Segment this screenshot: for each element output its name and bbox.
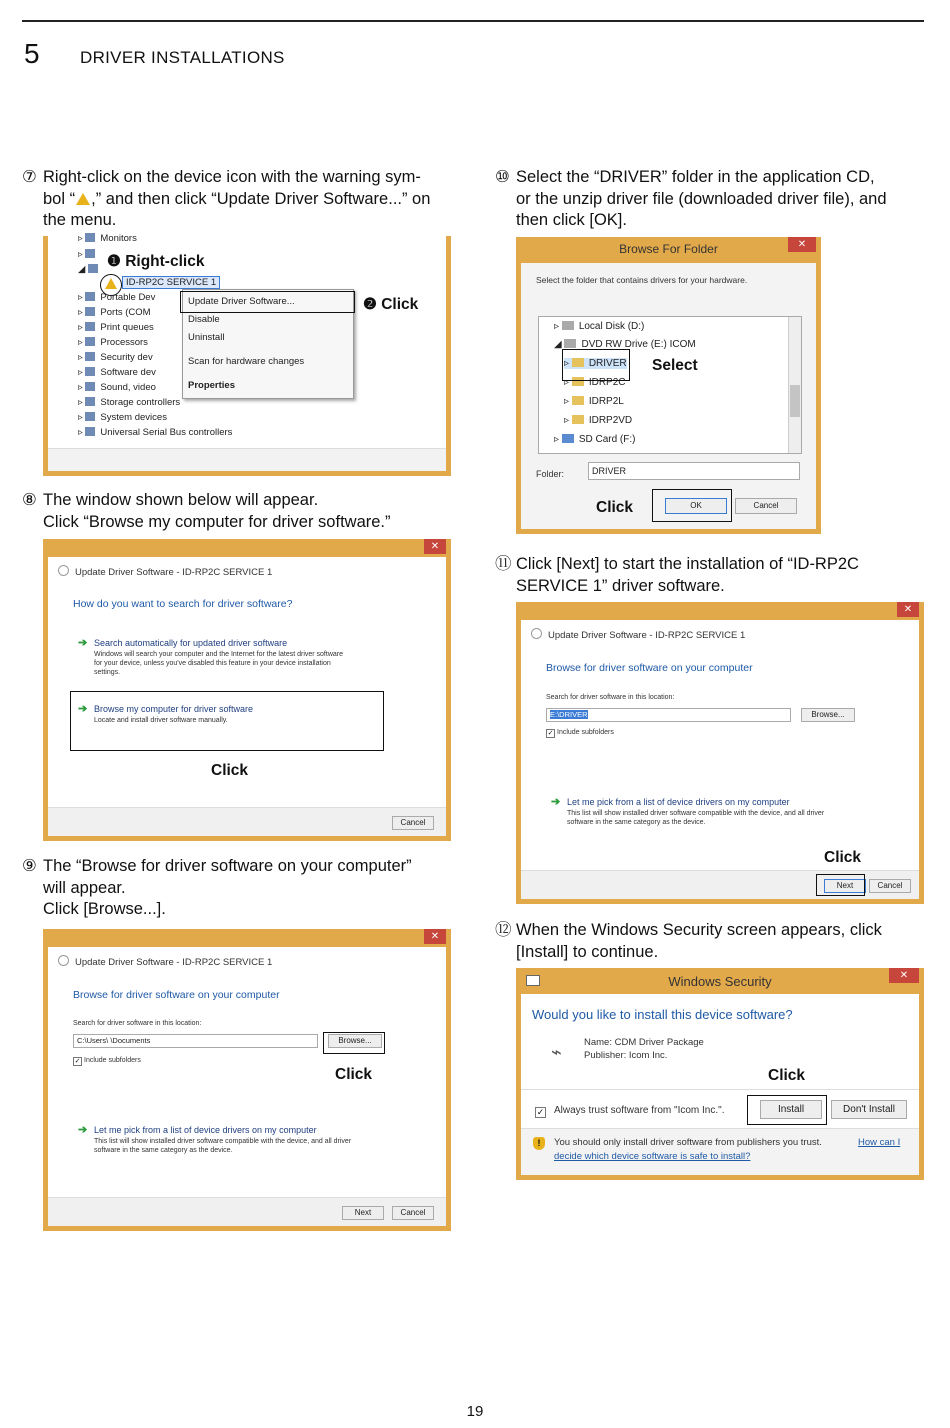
callout-click: Click: [768, 1067, 806, 1084]
pick-from-list-link[interactable]: Let me pick from a list of device drivers on my computer: [567, 797, 790, 807]
dialog-footer: [48, 1197, 446, 1226]
tree-item[interactable]: ▹ Print queues: [78, 322, 154, 333]
device-icon: [88, 264, 98, 273]
warning-bar: [521, 1128, 919, 1175]
step-line: Click [Browse...].: [43, 900, 166, 918]
back-icon[interactable]: [58, 565, 69, 576]
scrollbar-thumb[interactable]: [790, 385, 800, 417]
usb-controller-icon: [85, 427, 95, 436]
option-desc: settings.: [94, 669, 121, 676]
close-icon[interactable]: ✕: [889, 968, 919, 983]
header-rule: [22, 20, 924, 22]
tree-dvd-drive[interactable]: ◢ DVD RW Drive (E:) ICOM: [554, 339, 696, 350]
next-button[interactable]: Next: [342, 1206, 384, 1220]
highlight-browse-button: [323, 1032, 385, 1054]
tree-item[interactable]: ▹ Sound, video: [78, 382, 156, 393]
drive-icon: [562, 321, 574, 330]
tree-driver[interactable]: ▹ DRIVER: [564, 358, 627, 369]
path-input[interactable]: C:\Users\ \Documents: [73, 1034, 318, 1048]
system-icon: [85, 412, 95, 421]
windows-security-dialog: [516, 968, 924, 1180]
step-number: ⑨: [22, 857, 37, 875]
sd-card-icon: [562, 434, 574, 443]
folder-input[interactable]: DRIVER: [588, 462, 800, 480]
tree-item[interactable]: ▹ Security dev: [78, 352, 153, 363]
highlight-browse-option: [70, 691, 384, 751]
window-title: Update Driver Software - ID-RP2C SERVICE 1: [58, 955, 272, 968]
callout-select: Select: [652, 357, 698, 374]
close-icon[interactable]: ✕: [424, 539, 446, 554]
step-line: SERVICE 1” driver software.: [516, 576, 725, 595]
window-title: Browse For Folder: [619, 242, 718, 256]
trust-label: Always trust software from "Icom Inc.".: [554, 1105, 725, 1116]
tree-idrp2c[interactable]: ▹ IDRP2C: [564, 377, 626, 388]
include-checkbox[interactable]: ✓: [74, 1058, 81, 1065]
menu-disable[interactable]: Disable: [188, 314, 220, 325]
network-icon: [85, 249, 95, 258]
menu-update-driver[interactable]: Update Driver Software...: [188, 296, 295, 307]
tree-item[interactable]: ▹ System devices: [78, 412, 167, 423]
sound-icon: [85, 382, 95, 391]
include-checkbox[interactable]: ✓: [547, 730, 554, 737]
step-9: [22, 856, 452, 921]
callout-click: ❷ Click: [363, 296, 419, 313]
folder-label: Folder:: [536, 469, 565, 479]
arrow-icon: ➔: [551, 796, 561, 808]
highlight-driver-folder: [562, 349, 630, 381]
browse-for-folder-dialog: [516, 237, 821, 534]
install-button[interactable]: Install: [760, 1100, 822, 1119]
update-driver-dialog: [43, 539, 451, 841]
tree-sd-card[interactable]: ▹ SD Card (F:): [554, 434, 636, 445]
tree-item[interactable]: ▹ Storage controllers: [78, 397, 181, 408]
browse-driver-dialog: [43, 929, 451, 1231]
usb-plug-icon: ⌁: [551, 1042, 562, 1062]
include-label: Include subfolders: [557, 729, 614, 736]
step-line: The window shown below will appear.: [43, 491, 319, 509]
step-line: Select the “DRIVER” folder in the application CD,: [516, 168, 875, 186]
status-bar: [48, 448, 446, 471]
security-icon: [85, 352, 95, 361]
tree-item[interactable]: ▹: [78, 249, 100, 260]
step-number: ⑪: [495, 555, 512, 573]
callout-click: Click: [596, 499, 634, 516]
search-label: Search for driver software in this location:: [546, 694, 675, 701]
window-title: Windows Security: [668, 974, 772, 989]
browse-button[interactable]: Browse...: [328, 1034, 382, 1048]
cancel-button[interactable]: Cancel: [735, 498, 797, 514]
option-browse[interactable]: Browse my computer for driver software: [94, 704, 254, 714]
printer-icon: [85, 322, 95, 331]
step-line: or the unzip driver file (downloaded driver file), and: [516, 189, 887, 208]
window-title: Update Driver Software - ID-RP2C SERVICE 1: [531, 628, 745, 641]
warning-text: You should only install driver software from publishers you trust.: [554, 1137, 822, 1148]
dialog-question: How do you want to search for driver software?: [73, 598, 293, 610]
dialog-footer: [48, 807, 446, 836]
tree-idrp2l[interactable]: ▹ IDRP2L: [564, 396, 624, 407]
tree-item[interactable]: ▹ Monitors: [78, 233, 137, 244]
back-icon[interactable]: [58, 955, 69, 966]
scrollbar[interactable]: [788, 317, 801, 453]
callout-right-click: ❶ Right-click: [107, 253, 205, 270]
step-line: Right-click on the device icon with the warning sym-: [43, 168, 421, 186]
dont-install-button[interactable]: Don't Install: [831, 1100, 907, 1119]
menu-uninstall[interactable]: Uninstall: [188, 332, 225, 343]
storage-icon: [85, 397, 95, 406]
tree-item[interactable]: ▹ Ports (COM: [78, 307, 151, 318]
security-question: Would you like to install this device software?: [532, 1007, 793, 1022]
pick-from-list-link[interactable]: Let me pick from a list of device drivers on my computer: [94, 1125, 317, 1135]
step-line: Click “Browse my computer for driver software.”: [43, 512, 391, 531]
step-line: The “Browse for driver software on your computer”: [43, 857, 412, 875]
next-button[interactable]: Next: [824, 879, 866, 893]
option-desc: for your device, unless you've disabled this feature in your device installation: [94, 660, 331, 667]
close-icon[interactable]: ✕: [424, 929, 446, 944]
how-can-i-link[interactable]: How can I: [858, 1137, 901, 1148]
menu-properties[interactable]: Properties: [188, 380, 235, 391]
pick-desc: This list will show installed driver software compatible with the device, and all driver: [567, 810, 825, 817]
tree-item[interactable]: ▹ Portable Dev: [78, 292, 156, 303]
highlight-ok-button: [652, 489, 732, 522]
chapter-title: DRIVER INSTALLATIONS: [80, 48, 285, 67]
close-icon[interactable]: ✕: [897, 602, 919, 617]
step-line: the menu.: [43, 211, 117, 229]
dialog-heading: Browse for driver software on your computer: [73, 989, 280, 1001]
pick-desc: software in the same category as the device.: [94, 1147, 233, 1154]
callout-click: Click: [824, 849, 862, 866]
option-search-auto[interactable]: Search automatically for updated driver software: [94, 638, 288, 648]
processor-icon: [85, 337, 95, 346]
back-icon[interactable]: [531, 628, 542, 639]
close-icon[interactable]: ✕: [788, 237, 816, 252]
driver-publisher: Publisher: Icom Inc.: [584, 1050, 668, 1061]
tree-item[interactable]: ▹ Software dev: [78, 367, 156, 378]
device-id-rp2c[interactable]: ID-RP2C SERVICE 1: [122, 276, 220, 289]
step-10: [495, 167, 925, 232]
step-number: ⑩: [495, 168, 510, 186]
chapter-number: 5: [24, 38, 40, 69]
software-icon: [85, 367, 95, 376]
folder-icon: [572, 396, 584, 405]
step-number: ⑦: [22, 168, 37, 186]
step-number: ⑧: [22, 491, 37, 509]
shield-warning-icon: !: [533, 1137, 545, 1150]
step-11: [495, 554, 925, 597]
warning-icon: [105, 278, 117, 289]
menu-scan[interactable]: Scan for hardware changes: [188, 356, 305, 367]
tree-item[interactable]: ◢: [78, 264, 103, 275]
ok-button[interactable]: OK: [665, 498, 727, 514]
step-number: ⑫: [495, 921, 512, 939]
tree-local-disk[interactable]: ▹ Local Disk (D:): [554, 321, 645, 332]
step-12: [495, 920, 925, 963]
path-input[interactable]: E:\DRIVER: [546, 708, 791, 722]
port-icon: [85, 307, 95, 316]
folder-icon: [572, 415, 584, 424]
arrow-icon: ➔: [78, 637, 88, 649]
include-label: Include subfolders: [84, 1057, 141, 1064]
highlight-next-button: [816, 874, 865, 896]
cancel-button[interactable]: Cancel: [392, 816, 434, 830]
step-line: will appear.: [43, 878, 126, 897]
arrow-icon: ➔: [78, 703, 88, 715]
cancel-button[interactable]: Cancel: [869, 879, 911, 893]
folder-tree[interactable]: [538, 316, 802, 454]
page-number: 19: [466, 1403, 484, 1420]
browse-button[interactable]: Browse...: [801, 708, 855, 722]
step-7: [22, 167, 452, 232]
dvd-icon: [564, 339, 576, 348]
decide-link[interactable]: decide which device software is safe to install?: [554, 1151, 751, 1162]
instruction: Select the folder that contains drivers for your hardware.: [536, 275, 748, 285]
step-8: [22, 490, 452, 533]
step-line: then click [OK].: [516, 211, 627, 229]
pick-desc: software in the same category as the device.: [567, 819, 706, 826]
warning-icon: [76, 193, 90, 205]
dialog-heading: Browse for driver software on your computer: [546, 662, 753, 674]
tree-item[interactable]: ▹ Universal Serial Bus controllers: [78, 427, 233, 438]
highlight-install-button: [747, 1095, 827, 1125]
search-label: Search for driver software in this location:: [73, 1020, 202, 1027]
trust-checkbox[interactable]: ✓: [536, 1107, 545, 1117]
option-desc: Locate and install driver software manually.: [94, 717, 228, 724]
step-line: bol “ ,” and then click “Update Driver Software...” on: [43, 189, 431, 208]
cancel-button[interactable]: Cancel: [392, 1206, 434, 1220]
browse-driver-dialog-2: [516, 602, 924, 904]
step-line: When the Windows Security screen appears, click: [516, 921, 882, 939]
device-manager-screenshot: [43, 233, 451, 476]
tree-item[interactable]: ▹ Processors: [78, 337, 148, 348]
step-line: [Install] to continue.: [516, 942, 659, 961]
arrow-icon: ➔: [78, 1124, 88, 1136]
window-title: Update Driver Software - ID-RP2C SERVICE 1: [58, 565, 272, 578]
pick-desc: This list will show installed driver software compatible with the device, and all driver: [94, 1138, 352, 1145]
driver-name: Name: CDM Driver Package: [584, 1037, 704, 1048]
step-line: Click [Next] to start the installation of “ID-RP2C: [516, 555, 859, 573]
usb-icon: [85, 292, 95, 301]
option-desc: Windows will search your computer and the Internet for the latest driver software: [94, 651, 343, 658]
callout-click: Click: [211, 762, 249, 779]
callout-click: Click: [335, 1066, 373, 1083]
highlight-update-driver: [180, 291, 355, 313]
tree-idrp2vd[interactable]: ▹ IDRP2VD: [564, 415, 633, 426]
divider: [521, 1089, 919, 1090]
monitor-icon: [85, 233, 95, 242]
